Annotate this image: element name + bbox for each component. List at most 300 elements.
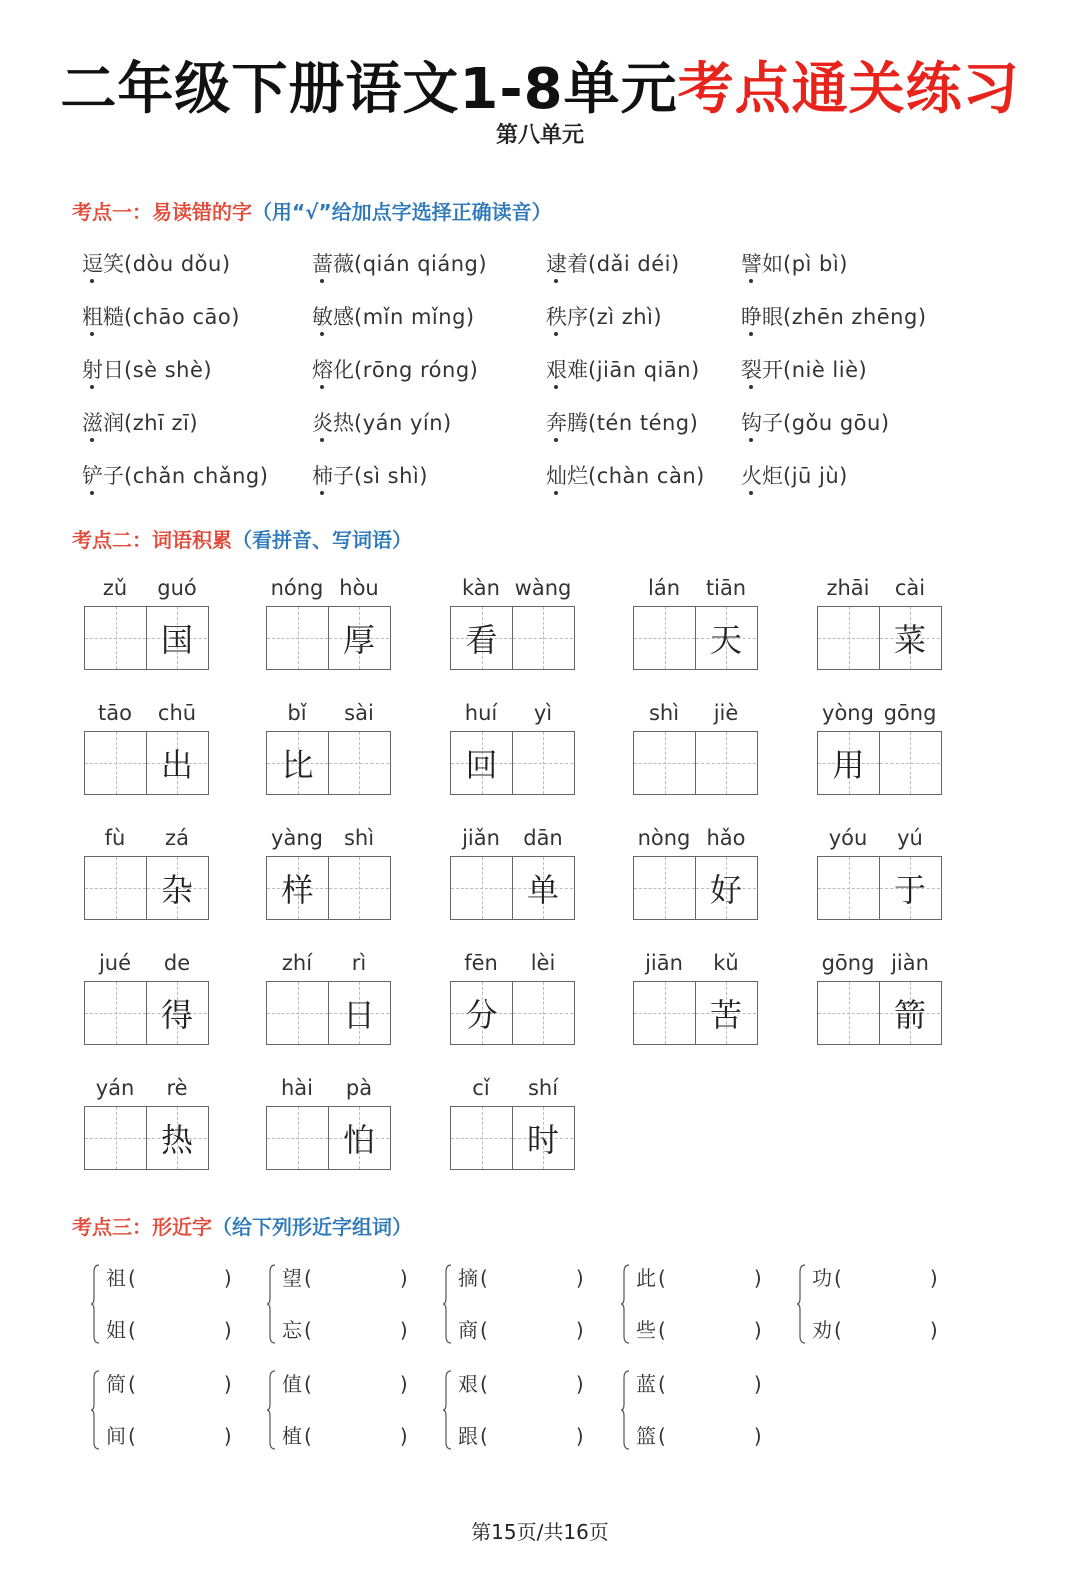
tianzige-grid (84, 981, 209, 1045)
close-paren: ) (223, 1424, 232, 1448)
reading-word: 钩子 (741, 411, 783, 435)
similar-character: 望 (282, 1266, 302, 1290)
word-pinyin (450, 951, 576, 981)
reading-word: 粗糙 (82, 305, 124, 329)
similar-character: 蓝 (636, 1372, 656, 1396)
similar-char-pair (266, 1368, 406, 1454)
section3-label: 考点三：形近字 (72, 1215, 212, 1239)
reading-item (546, 460, 705, 490)
pinyin-syllable: zhí (281, 951, 313, 975)
pinyin-syllable: rì (351, 951, 367, 975)
similar-char-pair (90, 1262, 230, 1348)
pinyin-syllable: yóu (828, 826, 868, 850)
tianzige-grid (633, 731, 758, 795)
word-building-line (106, 1368, 232, 1397)
pinyin-syllable: jué (98, 951, 132, 975)
reading-word: 逗笑 (82, 252, 124, 276)
word-building-line (636, 1420, 762, 1449)
open-paren: ( (658, 1424, 666, 1448)
page-footer: 第15页/共16页 (471, 1520, 609, 1544)
pinyin-syllable: jiān (645, 951, 683, 975)
open-paren: ( (304, 1424, 312, 1448)
section1-heading (72, 196, 552, 225)
reading-options: (tén téng) (588, 411, 699, 435)
reading-item (741, 354, 867, 384)
title-main: 二年级下册语文1-8单元 (60, 57, 678, 122)
word-box (450, 826, 576, 920)
similar-character: 简 (106, 1372, 126, 1396)
open-paren: ( (128, 1424, 136, 1448)
word-pinyin (817, 826, 943, 856)
writing-cell[interactable] (85, 607, 146, 669)
reading-item (312, 248, 487, 278)
unit-subtitle: 第八单元 (495, 123, 584, 148)
reading-options: (chǎn chǎng) (124, 464, 269, 488)
reading-item (82, 407, 198, 437)
writing-cell[interactable] (634, 732, 695, 794)
open-paren: ( (480, 1266, 488, 1290)
word-box (817, 826, 943, 920)
reading-word: 射日 (82, 358, 124, 382)
word-box (84, 701, 210, 795)
word-building-line (282, 1262, 408, 1291)
tianzige-grid (450, 856, 575, 920)
writing-cell[interactable] (512, 982, 573, 1044)
emphasis-dot (90, 438, 94, 442)
writing-cell[interactable] (146, 607, 207, 669)
similar-character: 些 (636, 1318, 656, 1342)
given-character: 国 (160, 621, 193, 659)
open-paren: ( (658, 1266, 666, 1290)
reading-item (82, 354, 212, 384)
reading-options: (sè shè) (124, 358, 213, 382)
pinyin-syllable: lán (647, 576, 680, 600)
writing-cell[interactable] (85, 1107, 146, 1169)
given-character: 怕 (342, 1121, 375, 1159)
reading-options: (niè liè) (783, 358, 868, 382)
word-pinyin (450, 1076, 576, 1106)
similar-char-pair (442, 1368, 582, 1454)
given-character: 用 (832, 746, 865, 784)
tianzige-grid (817, 731, 942, 795)
open-paren: ( (304, 1318, 312, 1342)
word-box (450, 1076, 576, 1170)
reading-options: (gǒu gōu) (783, 411, 890, 435)
pinyin-syllable: gōng (883, 701, 937, 725)
writing-cell[interactable] (451, 982, 512, 1044)
reading-options: (jū jù) (783, 464, 848, 488)
word-pinyin (84, 1076, 210, 1106)
pinyin-syllable: chū (157, 701, 197, 725)
given-character: 箭 (893, 996, 926, 1034)
pinyin-syllable: yì (533, 701, 553, 725)
reading-word: 譬如 (741, 252, 783, 276)
close-paren: ) (575, 1318, 584, 1342)
writing-cell[interactable] (634, 607, 695, 669)
tianzige-grid (266, 606, 391, 670)
word-box (633, 951, 759, 1045)
word-building-line (458, 1420, 584, 1449)
emphasis-dot (554, 491, 558, 495)
section2-label: 考点二：词语积累 (72, 528, 232, 552)
tianzige-grid (450, 981, 575, 1045)
word-box (450, 951, 576, 1045)
writing-cell[interactable] (146, 857, 207, 919)
word-box (84, 826, 210, 920)
pinyin-syllable: cǐ (472, 1076, 490, 1100)
reading-word: 熔化 (312, 358, 354, 382)
brace-icon (90, 1264, 100, 1344)
writing-cell[interactable] (879, 982, 940, 1044)
writing-cell[interactable] (328, 1107, 389, 1169)
reading-item (546, 248, 680, 278)
word-pinyin (817, 701, 943, 731)
word-box (817, 576, 943, 670)
tianzige-grid (817, 606, 942, 670)
pinyin-syllable: shí (527, 1076, 559, 1100)
writing-cell[interactable] (879, 857, 940, 919)
similar-character: 姐 (106, 1318, 126, 1342)
writing-cell[interactable] (879, 732, 940, 794)
close-paren: ) (223, 1266, 232, 1290)
similar-character: 祖 (106, 1266, 126, 1290)
writing-cell[interactable] (512, 1107, 573, 1169)
writing-cell[interactable] (818, 607, 879, 669)
open-paren: ( (658, 1318, 666, 1342)
writing-cell[interactable] (328, 982, 389, 1044)
reading-options: (sì shì) (354, 464, 428, 488)
close-paren: ) (399, 1318, 408, 1342)
writing-cell[interactable] (267, 732, 328, 794)
tianzige-grid (633, 981, 758, 1045)
pinyin-syllable: de (163, 951, 191, 975)
section1-label: 考点一：易读错的字 (72, 200, 252, 224)
pinyin-syllable: shì (343, 826, 375, 850)
section3-heading (72, 1211, 412, 1240)
word-box (266, 701, 392, 795)
pinyin-syllable: pà (345, 1076, 373, 1100)
pinyin-syllable: zá (165, 826, 189, 850)
word-pinyin (266, 1076, 392, 1106)
writing-cell[interactable] (512, 857, 573, 919)
emphasis-dot (554, 279, 558, 283)
close-paren: ) (929, 1318, 938, 1342)
brace-icon (442, 1370, 452, 1450)
pinyin-syllable: tiān (705, 576, 747, 600)
reading-word: 灿烂 (546, 464, 588, 488)
word-pinyin (633, 951, 759, 981)
reading-word: 秩序 (546, 305, 588, 329)
tianzige-grid (633, 606, 758, 670)
reading-item (312, 354, 478, 384)
word-box (817, 951, 943, 1045)
writing-cell[interactable] (267, 982, 328, 1044)
similar-char-pair (442, 1262, 582, 1348)
emphasis-dot (90, 385, 94, 389)
word-box (84, 951, 210, 1045)
word-pinyin (450, 701, 576, 731)
reading-options: (rōng róng) (354, 358, 479, 382)
reading-options: (zhēn zhēng) (783, 305, 927, 329)
open-paren: ( (128, 1318, 136, 1342)
tianzige-grid (450, 606, 575, 670)
reading-word: 裂开 (741, 358, 783, 382)
writing-cell[interactable] (512, 732, 573, 794)
similar-character: 间 (106, 1424, 126, 1448)
emphasis-dot (320, 438, 324, 442)
writing-cell[interactable] (328, 732, 389, 794)
emphasis-dot (749, 332, 753, 336)
word-box (266, 951, 392, 1045)
open-paren: ( (304, 1372, 312, 1396)
close-paren: ) (575, 1266, 584, 1290)
word-building-line (106, 1420, 232, 1449)
writing-cell[interactable] (512, 607, 573, 669)
word-pinyin (450, 826, 576, 856)
word-pinyin (633, 576, 759, 606)
writing-cell[interactable] (634, 857, 695, 919)
tianzige-grid (633, 856, 758, 920)
word-building-line (458, 1314, 584, 1343)
close-paren: ) (753, 1424, 762, 1448)
writing-cell[interactable] (818, 982, 879, 1044)
given-character: 时 (526, 1121, 559, 1159)
word-building-line (106, 1314, 232, 1343)
tianzige-grid (450, 731, 575, 795)
word-box (450, 701, 576, 795)
writing-cell[interactable] (451, 1107, 512, 1169)
pinyin-syllable: cài (894, 576, 926, 600)
close-paren: ) (575, 1424, 584, 1448)
emphasis-dot (554, 332, 558, 336)
writing-cell[interactable] (85, 857, 146, 919)
tianzige-grid (817, 856, 942, 920)
writing-cell[interactable] (451, 857, 512, 919)
pinyin-syllable: hài (280, 1076, 313, 1100)
reading-options: (mǐn mǐng) (354, 305, 475, 329)
brace-icon (442, 1264, 452, 1344)
pinyin-syllable: shì (648, 701, 680, 725)
emphasis-dot (90, 332, 94, 336)
emphasis-dot (749, 279, 753, 283)
reading-word: 奔腾 (546, 411, 588, 435)
word-box (266, 826, 392, 920)
word-pinyin (266, 701, 392, 731)
title-highlight: 考点通关练习 (677, 57, 1020, 122)
word-building-line (636, 1262, 762, 1291)
writing-cell[interactable] (146, 1107, 207, 1169)
word-pinyin (266, 826, 392, 856)
brace-icon (90, 1370, 100, 1450)
given-character: 样 (281, 871, 314, 909)
word-box (633, 826, 759, 920)
open-paren: ( (128, 1266, 136, 1290)
word-building-line (282, 1420, 408, 1449)
reading-item (546, 301, 662, 331)
word-building-line (636, 1368, 762, 1397)
reading-item (82, 460, 268, 490)
close-paren: ) (399, 1372, 408, 1396)
reading-item (82, 248, 231, 278)
pinyin-syllable: yán (95, 1076, 135, 1100)
open-paren: ( (834, 1266, 842, 1290)
pinyin-syllable: huí (464, 701, 498, 725)
writing-cell[interactable] (818, 857, 879, 919)
open-paren: ( (658, 1372, 666, 1396)
pinyin-syllable: jiàn (891, 951, 929, 975)
reading-options: (zì zhì) (588, 305, 663, 329)
writing-cell[interactable] (634, 982, 695, 1044)
reading-options: (dòu dǒu) (124, 252, 231, 276)
writing-cell[interactable] (85, 732, 146, 794)
reading-item (546, 407, 698, 437)
pinyin-syllable: gōng (821, 951, 875, 975)
writing-cell[interactable] (267, 857, 328, 919)
emphasis-dot (320, 491, 324, 495)
word-box (633, 701, 759, 795)
similar-character: 劝 (812, 1318, 832, 1342)
reading-word: 火炬 (741, 464, 783, 488)
word-building-line (636, 1314, 762, 1343)
given-character: 热 (160, 1121, 193, 1159)
similar-character: 植 (282, 1424, 302, 1448)
writing-cell[interactable] (695, 982, 756, 1044)
pinyin-syllable: bǐ (287, 701, 307, 725)
similar-char-pair (796, 1262, 936, 1348)
writing-cell[interactable] (146, 732, 207, 794)
reading-item (312, 407, 452, 437)
pinyin-syllable: wàng (514, 576, 572, 600)
given-character: 回 (465, 746, 498, 784)
pinyin-syllable: lèi (530, 951, 556, 975)
open-paren: ( (480, 1372, 488, 1396)
reading-item (741, 301, 927, 331)
reading-word: 蔷薇 (312, 252, 354, 276)
close-paren: ) (929, 1266, 938, 1290)
writing-cell[interactable] (328, 857, 389, 919)
word-building-line (458, 1368, 584, 1397)
reading-word: 炎热 (312, 411, 354, 435)
writing-cell[interactable] (695, 732, 756, 794)
tianzige-grid (266, 856, 391, 920)
pinyin-syllable: kàn (462, 576, 500, 600)
pinyin-syllable: yàng (271, 826, 323, 850)
close-paren: ) (753, 1318, 762, 1342)
writing-cell[interactable] (146, 982, 207, 1044)
writing-cell[interactable] (267, 607, 328, 669)
reading-word: 艰难 (546, 358, 588, 382)
similar-char-pair (266, 1262, 406, 1348)
writing-cell[interactable] (451, 607, 512, 669)
given-character: 出 (160, 746, 193, 784)
writing-cell[interactable] (267, 1107, 328, 1169)
emphasis-dot (749, 438, 753, 442)
reading-word: 睁眼 (741, 305, 783, 329)
word-box (450, 576, 576, 670)
pinyin-syllable: sài (344, 701, 374, 725)
writing-cell[interactable] (328, 607, 389, 669)
reading-options: (chāo cāo) (124, 305, 240, 329)
close-paren: ) (223, 1372, 232, 1396)
given-character: 得 (160, 996, 193, 1034)
tianzige-grid (266, 731, 391, 795)
tianzige-grid (84, 731, 209, 795)
word-pinyin (817, 576, 943, 606)
given-character: 分 (465, 996, 498, 1034)
tianzige-grid (84, 1106, 209, 1170)
given-character: 单 (526, 871, 559, 909)
writing-cell[interactable] (85, 982, 146, 1044)
similar-char-pair (620, 1262, 760, 1348)
reading-options: (jiān qiān) (588, 358, 700, 382)
word-box (84, 1076, 210, 1170)
word-pinyin (450, 576, 576, 606)
reading-options: (yán yín) (354, 411, 452, 435)
writing-cell[interactable] (451, 732, 512, 794)
given-character: 于 (893, 871, 926, 909)
reading-item (741, 460, 848, 490)
pinyin-syllable: yòng (822, 701, 874, 725)
writing-cell[interactable] (879, 607, 940, 669)
emphasis-dot (554, 385, 558, 389)
emphasis-dot (90, 491, 94, 495)
writing-cell[interactable] (818, 732, 879, 794)
reading-item (741, 407, 890, 437)
tianzige-grid (817, 981, 942, 1045)
similar-character: 跟 (458, 1424, 478, 1448)
similar-character: 此 (636, 1266, 656, 1290)
reading-options: (dǎi déi) (588, 252, 680, 276)
reading-word: 逮着 (546, 252, 588, 276)
given-character: 苦 (709, 996, 742, 1034)
emphasis-dot (320, 279, 324, 283)
word-building-line (106, 1262, 232, 1291)
similar-character: 忘 (282, 1318, 302, 1342)
pinyin-syllable: fù (104, 826, 126, 850)
emphasis-dot (320, 332, 324, 336)
reading-word: 铲子 (82, 464, 124, 488)
given-character: 厚 (342, 621, 375, 659)
pinyin-syllable: jiǎn (462, 826, 500, 850)
given-character: 天 (709, 621, 742, 659)
page-title (0, 45, 1080, 125)
word-box (84, 576, 210, 670)
similar-character: 值 (282, 1372, 302, 1396)
close-paren: ) (399, 1424, 408, 1448)
pinyin-syllable: hòu (339, 576, 379, 600)
pinyin-syllable: tāo (98, 701, 132, 725)
reading-item (741, 248, 848, 278)
similar-character: 艰 (458, 1372, 478, 1396)
similar-character: 篮 (636, 1424, 656, 1448)
writing-cell[interactable] (695, 607, 756, 669)
brace-icon (266, 1264, 276, 1344)
emphasis-dot (90, 279, 94, 283)
pinyin-syllable: fēn (464, 951, 498, 975)
pinyin-syllable: zǔ (102, 576, 128, 600)
tianzige-grid (266, 1106, 391, 1170)
brace-icon (266, 1370, 276, 1450)
writing-cell[interactable] (695, 857, 756, 919)
similar-character: 功 (812, 1266, 832, 1290)
close-paren: ) (575, 1372, 584, 1396)
word-box (817, 701, 943, 795)
section3-desc: （给下列形近字组词） (212, 1215, 412, 1239)
word-building-line (282, 1368, 408, 1397)
word-pinyin (84, 576, 210, 606)
emphasis-dot (749, 491, 753, 495)
open-paren: ( (480, 1424, 488, 1448)
